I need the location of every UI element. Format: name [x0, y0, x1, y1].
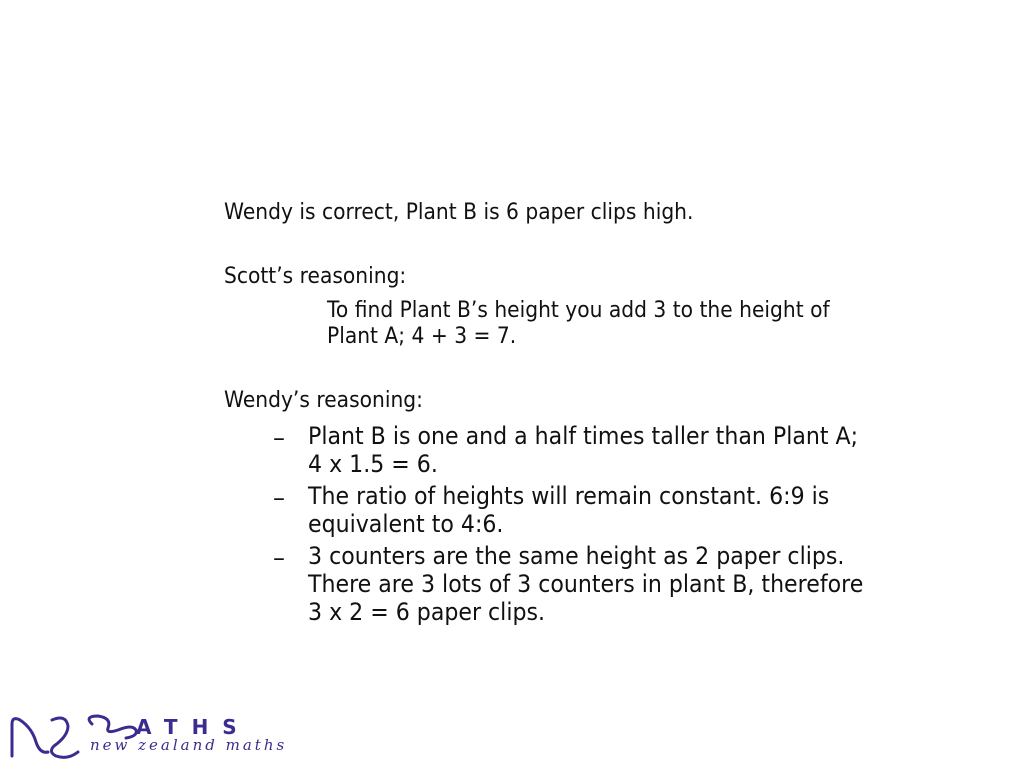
logo-mark-n [12, 719, 48, 756]
scott-heading: Scott’s reasoning: [224, 264, 407, 289]
wendy-point-2-line-2: equivalent to 4:6. [308, 510, 504, 538]
logo-mark-m [89, 716, 136, 738]
nzmaths-logo [8, 712, 348, 762]
bullet-dash: – [273, 424, 285, 452]
wendy-point-2-line-1: The ratio of heights will remain constant. 6:9 is [308, 482, 830, 510]
bullet-dash: – [273, 484, 285, 512]
wendy-point-3-line-3: 3 x 2 = 6 paper clips. [308, 598, 546, 626]
scott-reasoning-line-2: Plant A; 4 + 3 = 7. [327, 324, 517, 349]
logo-mark-z [51, 718, 78, 757]
wendy-point-3-line-2: There are 3 lots of 3 counters in plant B, therefore [308, 570, 864, 598]
conclusion-text: Wendy is correct, Plant B is 6 paper clips high. [224, 200, 694, 225]
wendy-point-3-line-1: 3 counters are the same height as 2 paper clips. [308, 542, 845, 570]
logo-tagline: new zealand maths [90, 736, 288, 754]
scott-reasoning-line-1: To find Plant B’s height you add 3 to the height of [327, 298, 830, 323]
wendy-point-1-line-1: Plant B is one and a half times taller than Plant A; [308, 422, 859, 450]
bullet-dash: – [273, 544, 285, 572]
wendy-point-1-line-2: 4 x 1.5 = 6. [308, 450, 438, 478]
logo-word: ATHS [136, 715, 251, 739]
wendy-heading: Wendy’s reasoning: [224, 388, 423, 413]
